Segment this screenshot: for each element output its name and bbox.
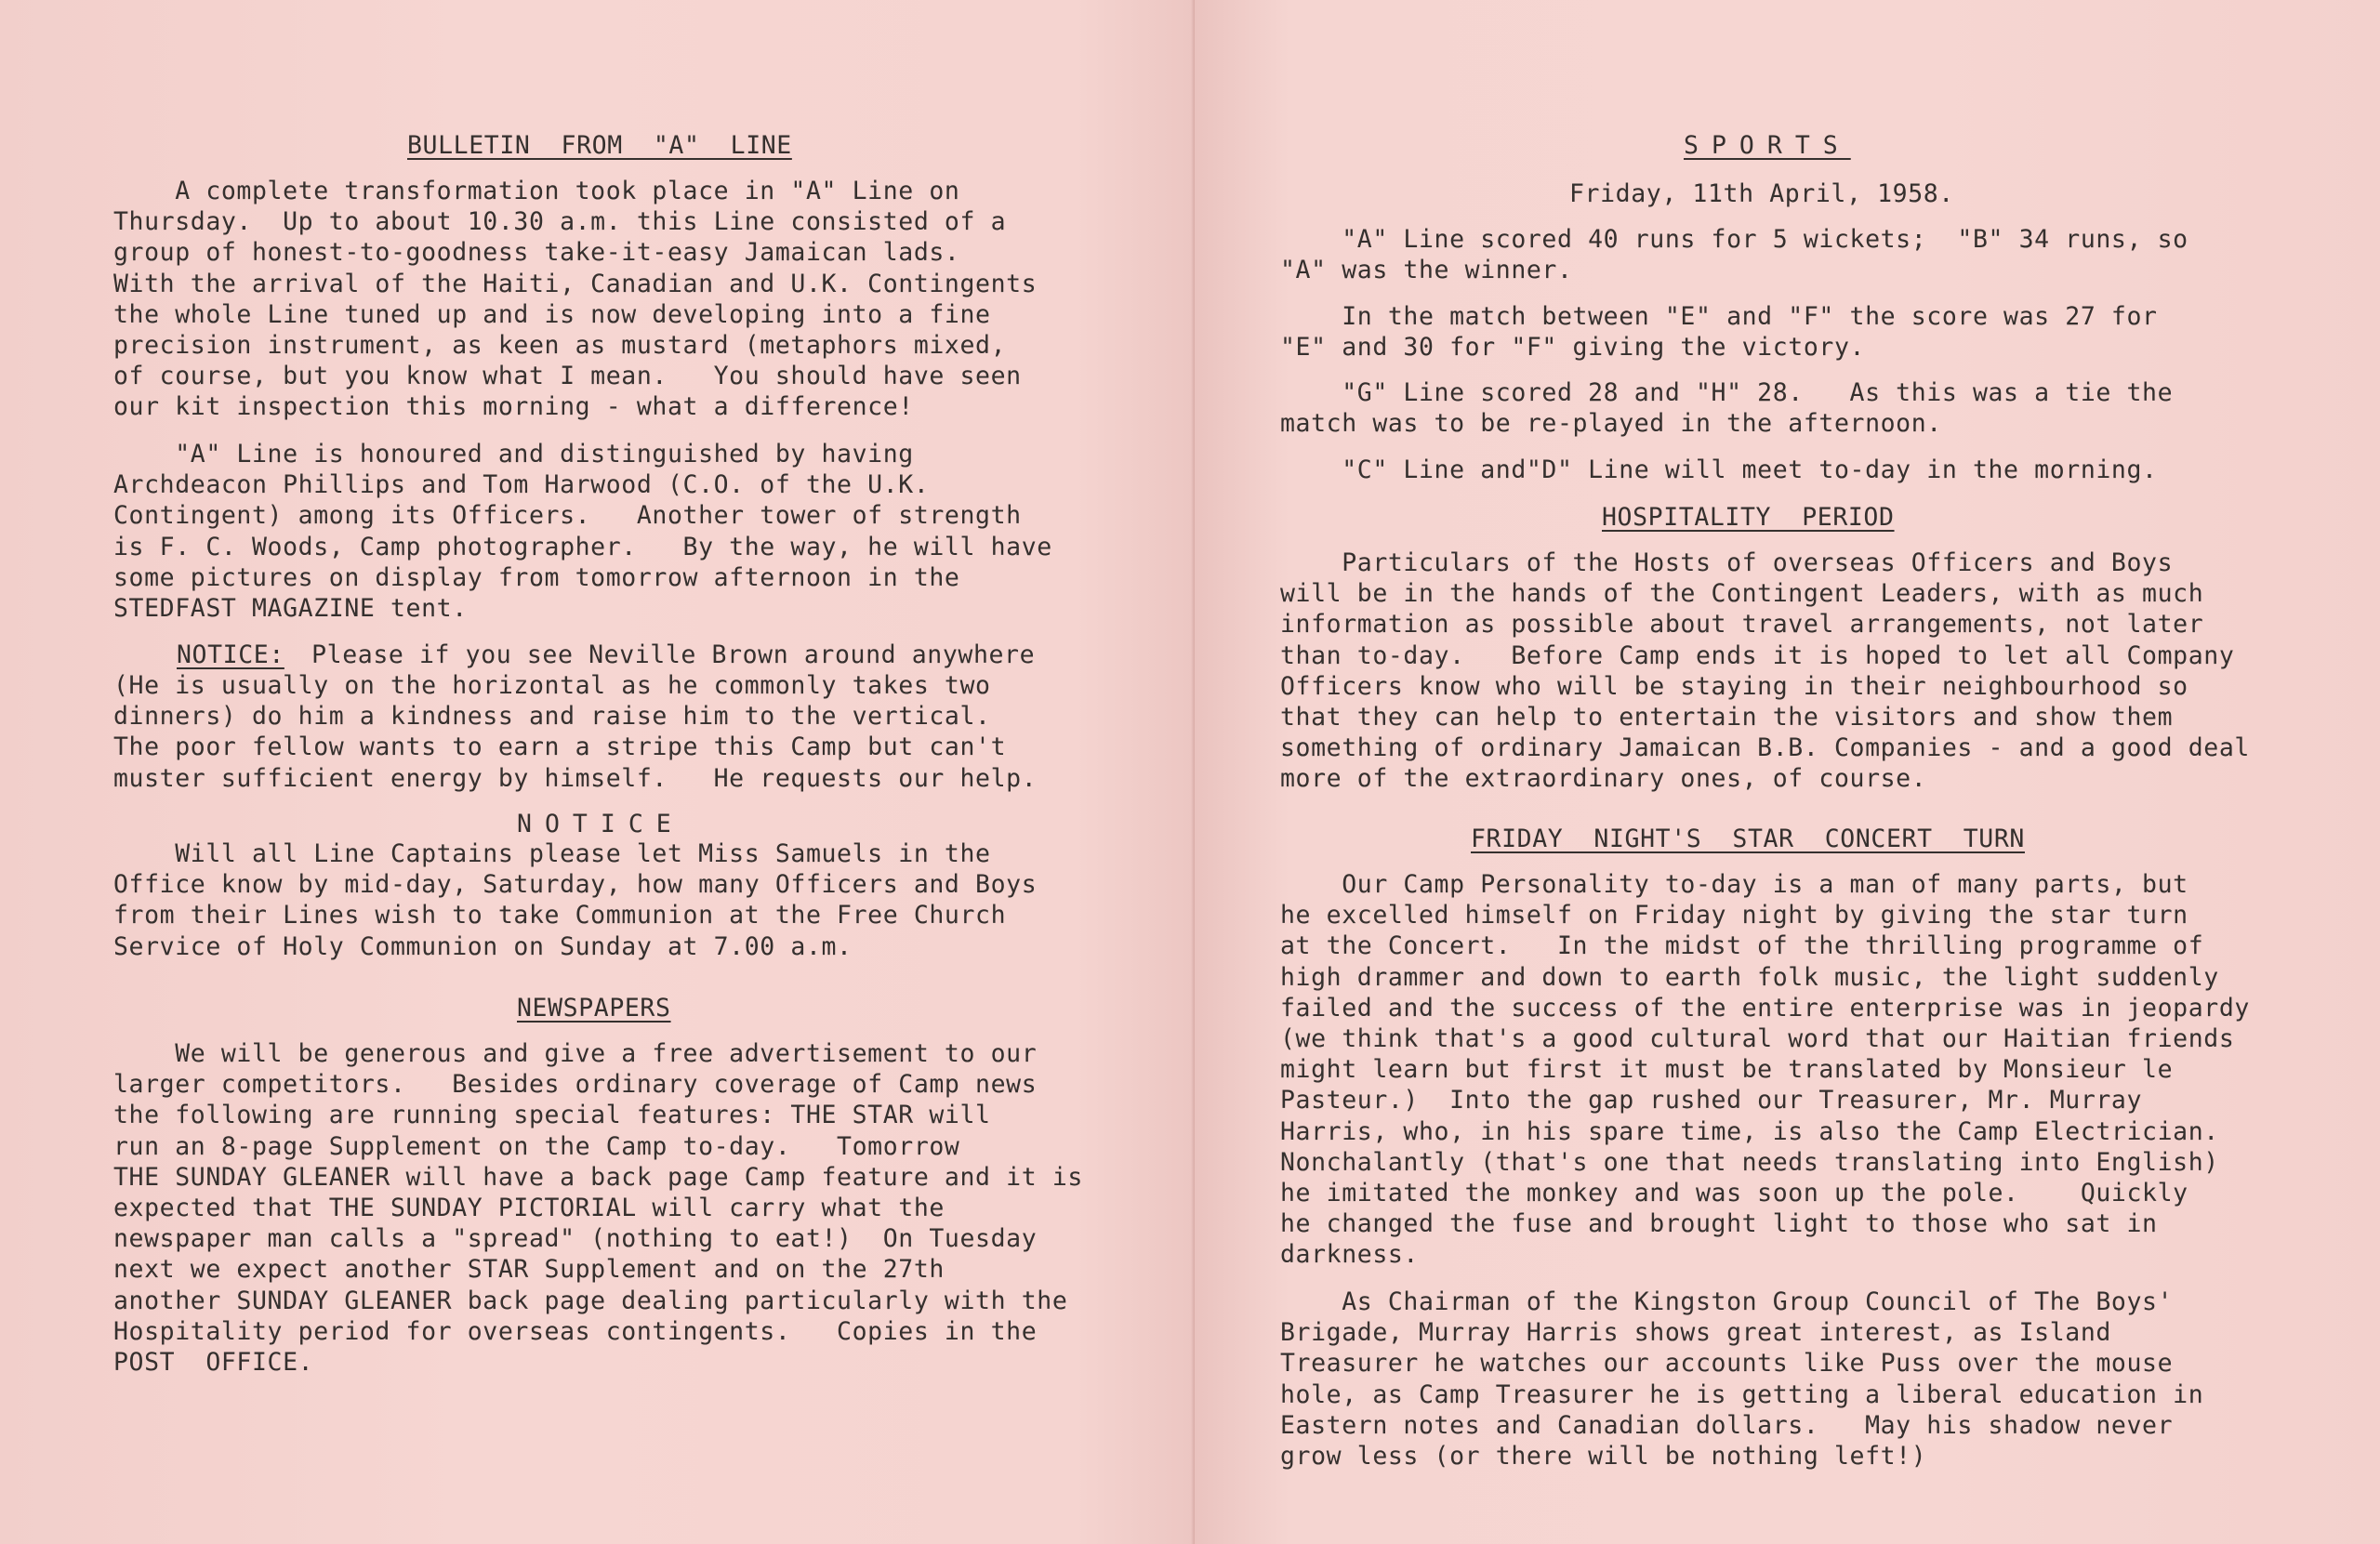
sports-date: Friday, 11th April, 1958. — [1569, 179, 1954, 208]
bulletin-heading: BULLETIN FROM "A" LINE — [407, 131, 792, 160]
newspapers-heading: NEWSPAPERS — [517, 994, 671, 1023]
sports-result-1: "A" Line scored 40 runs for 5 wickets; "B" 34 runs, so "A" was the winner. — [1280, 225, 2188, 285]
right-page — [1195, 0, 2380, 1544]
sports-result-4: "C" Line and"D" Line will meet to-day in the morning. — [1280, 455, 2158, 484]
bulletin-paragraph-2: "A" Line is honoured and distinguished by having Archdeacon Phillips and Tom Harwood (C.O. of the U.K. Contingent) among its Officers. Another tower of strength is F. C. Woods, Camp photographer. By the way, he will have some pictures on display from tomorrow afternoon in the STEDFAST MAGAZINE tent. — [113, 440, 1052, 624]
concert-paragraph-2: As Chairman of the Kingston Group Council of The Boys' Brigade, Murray Harris shows great interest, as Island Treasurer he watches our accounts like Puss over the mouse hole, as Camp Treasurer he is getting a liberal education in Eastern notes and Canadian dollars. May his shadow never grow less (or there will be nothing left!) — [1280, 1287, 2204, 1471]
concert-heading: FRIDAY NIGHT'S STAR CONCERT TURN — [1471, 825, 2025, 853]
notice-text-first-line: Please if you see Neville Brown around anywhere — [281, 640, 1036, 669]
hospitality-heading: HOSPITALITY PERIOD — [1602, 503, 1895, 532]
sports-result-2: In the match between "E" and "F" the score was 27 for "E" and 30 for "F" giving the victory. — [1280, 302, 2158, 363]
hospitality-text: Particulars of the Hosts of overseas Officers and Boys will be in the hands of the Contingent Leaders, with as much information as possible about travel arrangements, not later than to-day. Before Camp ends it is hoped to let all Company Officers know who will be staying in their neighbourhood so that they can help to entertain the visitors and show them something of ordinary Jamaican B.B. Companies - and a good deal more of the extraordinary ones, of course. — [1280, 548, 2250, 794]
concert-paragraph-1: Our Camp Personality to-day is a man of many parts, but he excelled himself on Friday night by giving the star turn at the Concert. In the midst of the thrilling programme of high drammer and down to earth folk music, the light suddenly failed and the success of the entire enterprise was in jeopardy (we think that's a good cultural word that our Haitian friends might learn but first it must be translated by Monsieur le Pasteur.) Into the gap rushed our Treasurer, Mr. Murray Harris, who, in his spare time, is also the Camp Electrician. Nonchalantly (that's one that needs translating into English) he imitated the monkey and was soon up the pole. Quickly he changed the fuse and brought light to those who sat in darkness. — [1280, 870, 2250, 1270]
sports-heading: SPORTS — [1684, 131, 1851, 160]
sports-result-3: "G" Line scored 28 and "H" 28. As this was a tie the match was to be re-played in the afternoon. — [1280, 378, 2174, 439]
newspapers-text: We will be generous and give a free advertisement to our larger competitors. Besides ordinary coverage of Camp news the following are running special features: THE STAR will run an 8-page Supplement on the Camp to-day. Tomorrow THE SUNDAY GLEANER will have a back page Camp feature and it is expected that THE SUNDAY PICTORIAL will carry what the newspaper man calls a "spread" (nothing to eat!) On Tuesday next we expect another STAR Supplement and on the 27th another SUNDAY GLEANER back page dealing particularly with the Hospitality period for overseas contingents. Copies in the POST OFFICE. — [113, 1039, 1083, 1378]
notice-label: NOTICE: — [177, 640, 284, 669]
notice-heading: NOTICE — [517, 810, 684, 838]
communion-notice-text: Will all Line Captains please let Miss Samuels in the Office know by mid-day, Saturday, how many Officers and Boys from their Lines wish to take Communion at the Free Church Service of Holy Communion on Sunday at 7.00 a.m. — [113, 839, 1038, 961]
notice-text: (He is usually on the horizontal as he commonly takes two dinners) do him a kindness and raise him to the vertical. The poor fellow wants to earn a stripe this Camp but can't muster sufficient energy by himself. He requests our help. — [113, 671, 1038, 793]
bulletin-paragraph-1: A complete transformation took place in "A" Line on Thursday. Up to about 10.30 a.m. this Line consisted of a group of honest-to-goodness take-it-easy Jamaican lads. With the arrival of the Haiti, Canadian and U.K. Contingents the whole Line tuned up and is now developing into a fine precision instrument, as keen as mustard (metaphors mixed, of course, but you know what I mean. You should have seen our kit inspection this morning - what a difference! — [113, 177, 1038, 422]
